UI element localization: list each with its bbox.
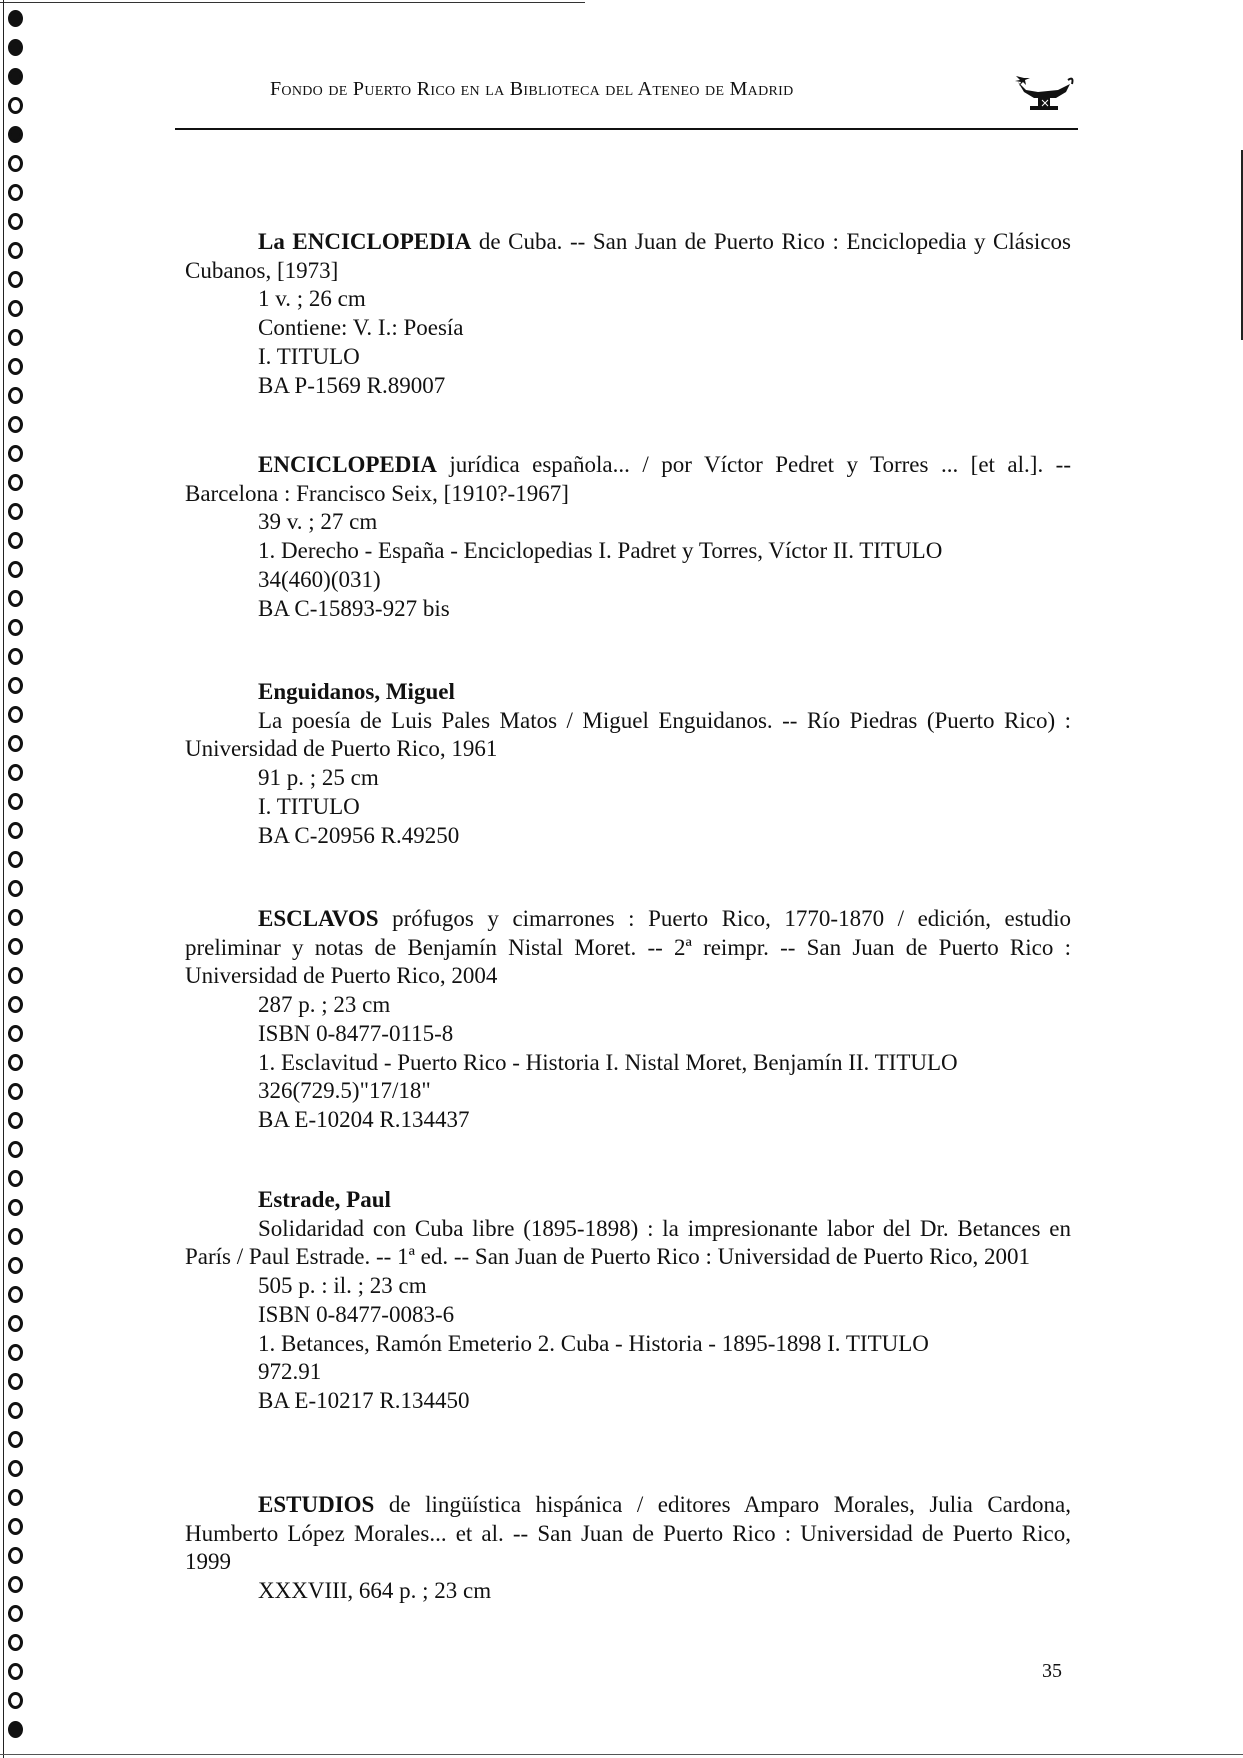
binding-ring: [8, 1634, 23, 1651]
entry-line: ISBN 0-8477-0083-6: [258, 1301, 455, 1327]
binding-ring: [8, 300, 23, 317]
page-header: [175, 70, 1078, 130]
entry-description: La poesía de Luis Pales Matos / Miguel Enguidanos. -- Río Piedras (Puerto Rico) : Universidad de Puerto Rico, 1961: [185, 707, 1071, 762]
binding-ring: [8, 1083, 23, 1100]
binding-ring: [8, 1141, 23, 1158]
binding-ring: [8, 97, 23, 114]
binding-ring: [8, 1721, 23, 1738]
binding-rings: [8, 10, 32, 1750]
entry-line: 326(729.5)"17/18": [258, 1078, 431, 1104]
binding-ring: [8, 677, 23, 694]
binding-ring: [8, 561, 23, 578]
binding-ring: [8, 1547, 23, 1564]
entry-line: 91 p. ; 25 cm: [258, 765, 379, 791]
binding-ring: [8, 1518, 23, 1535]
entry-title-bold: La ENCICLOPEDIA: [258, 229, 472, 254]
entry-line: BA E-10204 R.134437: [258, 1106, 470, 1132]
binding-ring: [8, 1199, 23, 1216]
catalog-entry: [185, 678, 1071, 850]
binding-ring: [8, 474, 23, 491]
binding-ring: [8, 1431, 23, 1448]
binding-ring: [8, 184, 23, 201]
binding-ring: [8, 155, 23, 172]
binding-ring: [8, 1228, 23, 1245]
entry-line: XXXVIII, 664 p. ; 23 cm: [258, 1578, 492, 1604]
binding-ring: [8, 648, 23, 665]
entry-title-bold: ENCICLOPEDIA: [258, 452, 437, 477]
catalog-entry: [185, 1186, 1071, 1416]
entry-line: BA C-15893-927 bis: [258, 595, 450, 621]
binding-ring: [8, 822, 23, 839]
binding-ring: [8, 1663, 23, 1680]
binding-ring: [8, 1054, 23, 1071]
entry-author: Estrade, Paul: [258, 1187, 391, 1212]
entry-author: Enguidanos, Miguel: [258, 679, 455, 704]
entry-line: BA E-10217 R.134450: [258, 1387, 470, 1413]
entry-line: BA C-20956 R.49250: [258, 822, 460, 848]
binding-ring: [8, 764, 23, 781]
binding-ring: [8, 387, 23, 404]
binding-ring: [8, 242, 23, 259]
binding-ring: [8, 619, 23, 636]
binding-ring: [8, 1112, 23, 1129]
entry-description: de Cuba. -- San Juan de Puerto Rico : Enciclopedia y Clásicos Cubanos, [1973]: [185, 229, 1071, 283]
binding-ring: [8, 1605, 23, 1622]
binding-ring: [8, 39, 23, 56]
binding-ring: [8, 793, 23, 810]
catalog-entry: [185, 228, 1071, 400]
entry-line: 1 v. ; 26 cm: [258, 286, 366, 312]
binding-ring: [8, 851, 23, 868]
binding-ring: [8, 1344, 23, 1361]
entry-line: 1. Betances, Ramón Emeterio 2. Cuba - Historia - 1895-1898 I. TITULO: [258, 1330, 929, 1356]
binding-ring: [8, 1692, 23, 1709]
binding-ring: [8, 358, 23, 375]
binding-ring: [8, 1489, 23, 1506]
binding-ring: [8, 967, 23, 984]
entry-line: 505 p. : il. ; 23 cm: [258, 1273, 427, 1299]
binding-ring: [8, 532, 23, 549]
entry-line: 39 v. ; 27 cm: [258, 509, 378, 535]
entry-description: prófugos y cimarrones : Puerto Rico, 1770-1870 / edición, estudio preliminar y notas de Benjamín Nistal Moret. -- 2ª reimpr. -- San Juan de Puerto Rico : Universidad de Puerto Rico, 2004: [185, 906, 1071, 989]
binding-ring: [8, 126, 23, 143]
entry-line: ISBN 0-8477-0115-8: [258, 1020, 454, 1046]
catalog-entry: [185, 905, 1071, 1135]
header-title: Fondo de Puerto Rico en la Biblioteca del Ateneo de Madrid: [270, 78, 794, 100]
binding-ring: [8, 996, 23, 1013]
entry-line: 34(460)(031): [258, 566, 381, 592]
binding-ring: [8, 1025, 23, 1042]
binding-ring: [8, 735, 23, 752]
binding-ring: [8, 213, 23, 230]
binding-ring: [8, 880, 23, 897]
entry-description: Solidaridad con Cuba libre (1895-1898) : la impresionante labor del Dr. Betances en París / Paul Estrade. -- 1ª ed. -- San Juan de Puerto Rico : Universidad de Puerto Rico, 2001: [185, 1215, 1071, 1270]
binding-ring: [8, 445, 23, 462]
binding-ring: [8, 416, 23, 433]
entry-line: I. TITULO: [258, 343, 360, 369]
catalog-entry: [185, 1491, 1071, 1606]
binding-ring: [8, 271, 23, 288]
binding-ring: [8, 1257, 23, 1274]
entry-line: BA P-1569 R.89007: [258, 372, 446, 398]
entry-description: jurídica española... / por Víctor Pedret y Torres ... [et al.]. -- Barcelona : Francisco Seix, [1910?-1967]: [185, 452, 1071, 506]
catalog-entry: [185, 451, 1071, 623]
left-page-edge: [3, 0, 4, 1758]
binding-ring: [8, 10, 23, 27]
binding-ring: [8, 503, 23, 520]
entry-line: 1. Esclavitud - Puerto Rico - Historia I. Nistal Moret, Benjamín II. TITULO: [258, 1049, 958, 1075]
entry-title-bold: ESTUDIOS: [258, 1492, 375, 1517]
binding-ring: [8, 1402, 23, 1419]
binding-ring: [8, 1315, 23, 1332]
binding-ring: [8, 938, 23, 955]
binding-ring: [8, 1286, 23, 1303]
binding-ring: [8, 1170, 23, 1187]
binding-ring: [8, 329, 23, 346]
entry-description: de lingüística hispánica / editores Amparo Morales, Julia Cardona, Humberto López Morales... et al. -- San Juan de Puerto Rico : Universidad de Puerto Rico, 1999: [185, 1492, 1071, 1575]
entry-line: I. TITULO: [258, 793, 360, 819]
entry-line: 972.91: [258, 1359, 322, 1385]
page-number: 35: [1042, 1660, 1062, 1682]
bottom-rule: [0, 1754, 1243, 1755]
lamp-emblem-icon: [1008, 70, 1078, 120]
binding-ring: [8, 1373, 23, 1390]
binding-ring: [8, 706, 23, 723]
binding-ring: [8, 1460, 23, 1477]
entry-title-bold: ESCLAVOS: [258, 906, 379, 931]
binding-ring: [8, 590, 23, 607]
entry-line: Contiene: V. I.: Poesía: [258, 315, 464, 341]
top-rule: [0, 2, 585, 3]
entry-line: 287 p. ; 23 cm: [258, 992, 391, 1018]
binding-ring: [8, 1576, 23, 1593]
binding-ring: [8, 909, 23, 926]
binding-ring: [8, 68, 23, 85]
entry-line: 1. Derecho - España - Enciclopedias I. Padret y Torres, Víctor II. TITULO: [258, 538, 943, 564]
